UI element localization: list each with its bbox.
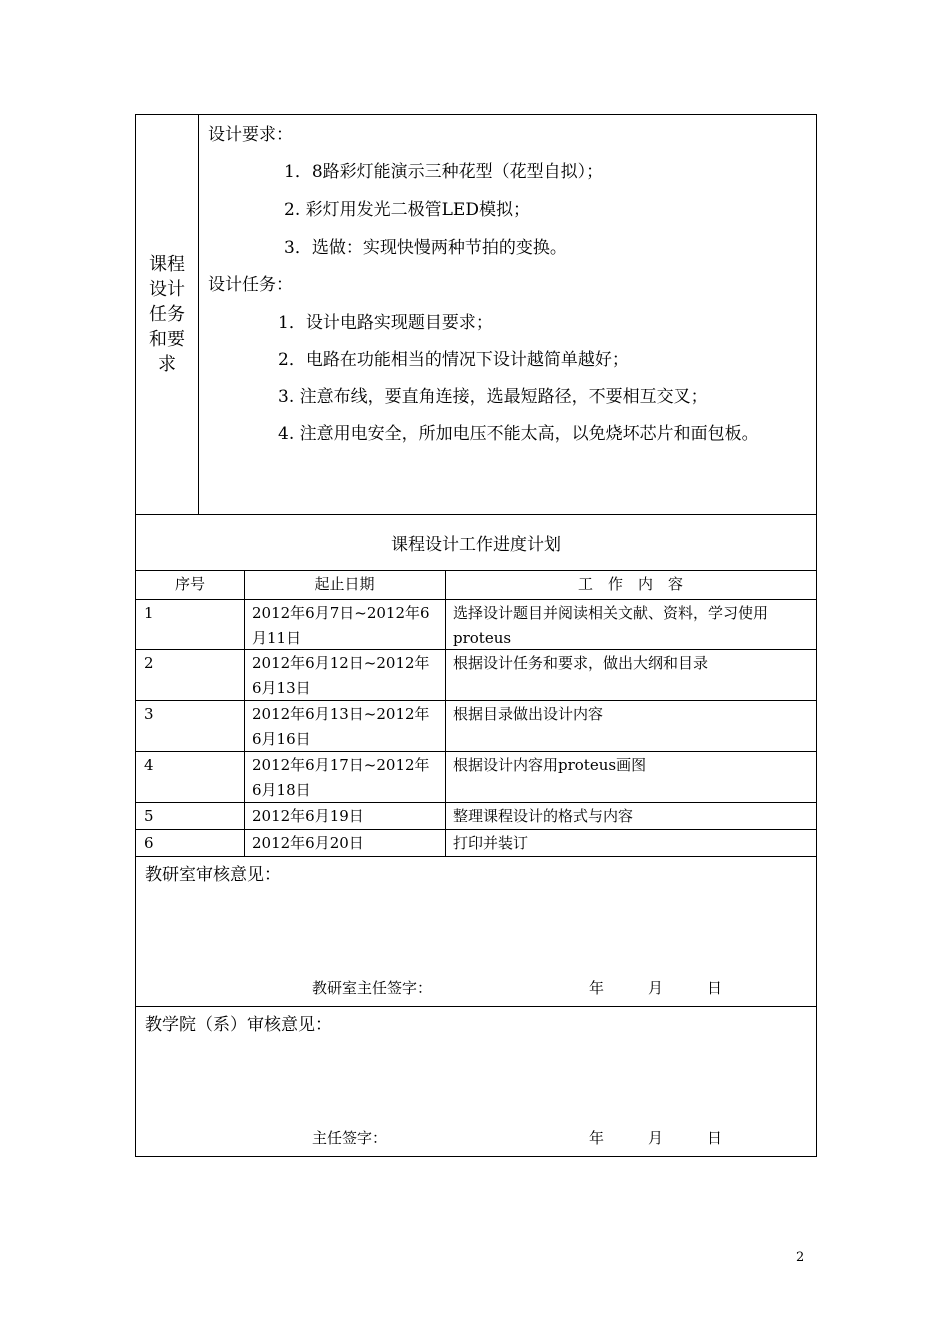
side-label-cell xyxy=(136,115,198,514)
row-divider xyxy=(136,802,816,803)
row-divider xyxy=(136,649,816,650)
row-date: 2012年6月20日 xyxy=(252,834,364,852)
office-review-heading: 教研室审核意见： xyxy=(145,865,281,885)
form-table xyxy=(135,114,817,1157)
college-sign-year: 年 xyxy=(589,1129,605,1147)
task-item: 3. 注意布线，要直角连接，选最短路径，不要相互交叉； xyxy=(278,387,708,407)
row-divider xyxy=(136,700,816,701)
row-no: 4 xyxy=(144,756,154,774)
row-content: 根据设计任务和要求，做出大纲和目录 xyxy=(453,654,709,672)
requirement-item: 2. 彩灯用发光二极管LED模拟； xyxy=(284,200,530,220)
row-date: 2012年6月13日~2012年6月16日 xyxy=(252,705,430,748)
row-no: 1 xyxy=(144,604,154,622)
task-item: 1．设计电路实现题目要求； xyxy=(278,313,493,333)
divider xyxy=(136,570,816,571)
college-sign-month: 月 xyxy=(648,1129,664,1147)
schedule-title-cell xyxy=(136,514,816,570)
requirements-heading: 设计要求： xyxy=(208,125,293,145)
college-sign-day: 日 xyxy=(707,1129,723,1147)
row-content: 根据设计内容用proteus画图 xyxy=(453,756,647,774)
side-divider xyxy=(198,115,199,514)
row-divider xyxy=(136,751,816,752)
row-no: 6 xyxy=(144,834,154,852)
row-content: 整理课程设计的格式与内容 xyxy=(453,807,634,825)
header-no: 序号 xyxy=(174,575,205,593)
requirement-item: 3．选做：实现快慢两种节拍的变换。 xyxy=(284,238,567,258)
divider xyxy=(136,856,816,857)
column-divider xyxy=(445,570,446,856)
task-item: 2．电路在功能相当的情况下设计越简单越好； xyxy=(278,350,629,370)
schedule-title: 课程设计工作进度计划 xyxy=(391,534,561,555)
row-content: 打印并装订 xyxy=(453,834,529,852)
row-divider xyxy=(136,599,816,600)
tasks-heading: 设计任务： xyxy=(208,275,293,295)
row-no: 2 xyxy=(144,654,154,672)
college-sign-label: 主任签字： xyxy=(312,1129,388,1147)
row-divider xyxy=(136,829,816,830)
office-sign-day: 日 xyxy=(707,979,723,997)
office-sign-label: 教研室主任签字： xyxy=(312,979,433,997)
task-item: 4. 注意用电安全，所加电压不能太高，以免烧坏芯片和面包板。 xyxy=(278,424,759,444)
office-sign-month: 月 xyxy=(648,979,664,997)
page-number: 2 xyxy=(796,1250,805,1265)
row-date: 2012年6月7日~2012年6月11日 xyxy=(252,604,430,647)
college-review-heading: 教学院（系）审核意见： xyxy=(145,1015,332,1035)
row-no: 5 xyxy=(144,807,154,825)
side-label: 课程设计任务和要求 xyxy=(149,254,185,375)
header-content: 工 作 内 容 xyxy=(577,575,683,593)
row-date: 2012年6月17日~2012年6月18日 xyxy=(252,756,430,799)
row-no: 3 xyxy=(144,705,154,723)
office-sign-year: 年 xyxy=(589,979,605,997)
divider xyxy=(136,1006,816,1007)
row-date: 2012年6月12日~2012年6月13日 xyxy=(252,654,430,697)
row-content: 选择设计题目并阅读相关文献、资料，学习使用proteus xyxy=(453,604,769,647)
requirement-item: 1．8路彩灯能演示三种花型（花型自拟）； xyxy=(284,162,604,182)
row-date: 2012年6月19日 xyxy=(252,807,364,825)
column-divider xyxy=(244,570,245,856)
header-date: 起止日期 xyxy=(314,575,375,593)
row-content: 根据目录做出设计内容 xyxy=(453,705,604,723)
